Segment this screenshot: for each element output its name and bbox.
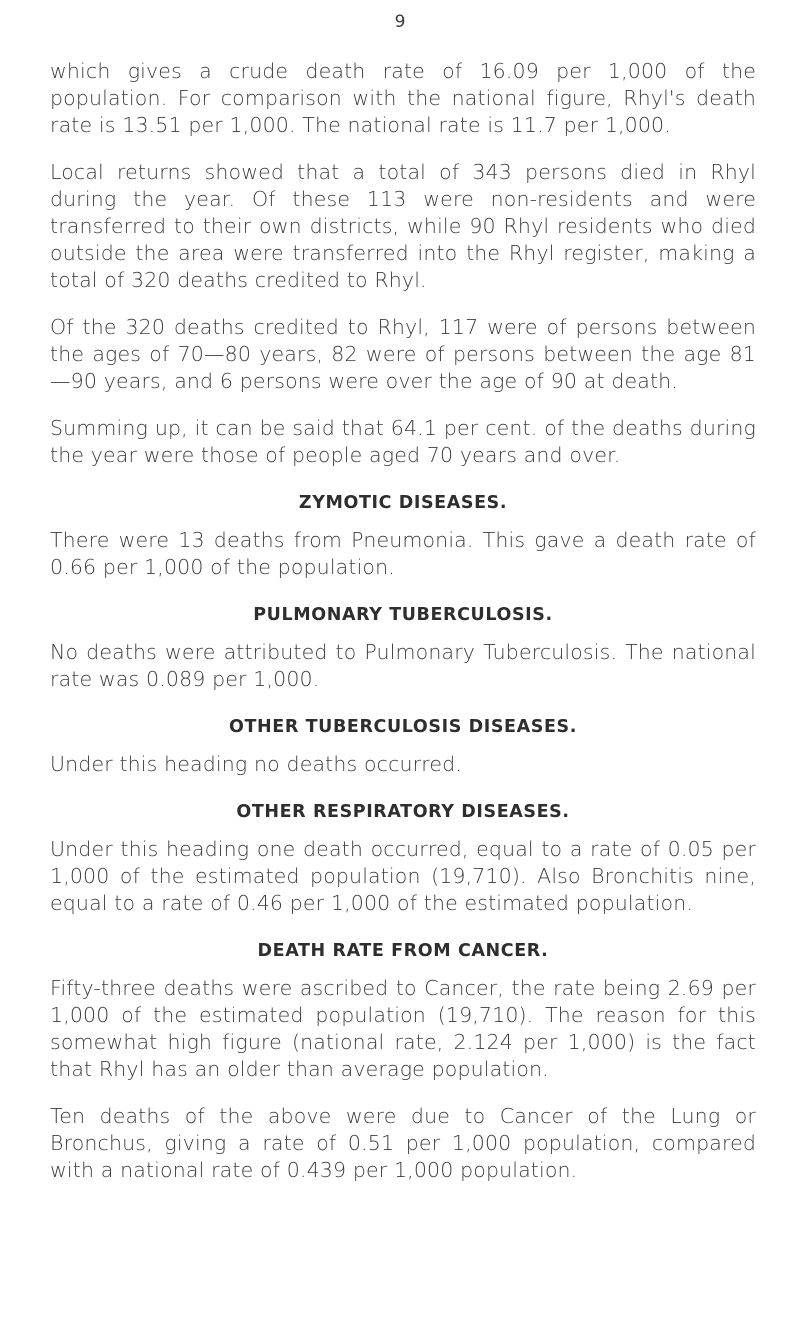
paragraph-death-rate: which gives a crude death rate of 16.09 per 1,000 of the population. For comparison with the national figure, Rhyl's death rate is 13.51 per 1,000. The national rate is 11.7 per 1,000. — [50, 59, 756, 137]
section-other-respiratory — [50, 802, 756, 917]
paragraph-cancer-rate: Fifty-three deaths were ascribed to Cancer, the rate being 2.69 per 1,000 of the estimated population (19,710). The reason for this somewhat high figure (national rate, 2.124 per 1,000) is the fact that Rhyl has an older than average population. — [50, 976, 756, 1081]
heading-zymotic-diseases: ZYMOTIC DISEASES. — [298, 493, 508, 513]
paragraph-pulmonary-tuberculosis: No deaths were attributed to Pulmonary Tuberculosis. The national rate was 0.089 per 1,000. — [50, 640, 756, 691]
paragraph-cancer-lung: Ten deaths of the above were due to Cancer of the Lung or Bronchus, giving a rate of 0.51 per 1,000 population, compared with a national rate of 0.439 per 1,000 population. — [50, 1104, 756, 1182]
section-pulmonary-tuberculosis — [50, 605, 756, 693]
heading-other-respiratory: OTHER RESPIRATORY DISEASES. — [236, 802, 570, 822]
paragraph-age-breakdown: Of the 320 deaths credited to Rhyl, 117 were of persons between the ages of 70—80 years, 82 were of persons between the age 81—90 years, and 6 persons were over the age of 90 at death. — [50, 315, 756, 393]
document-body — [50, 58, 756, 1184]
section-other-tuberculosis — [50, 717, 756, 778]
heading-other-tuberculosis: OTHER TUBERCULOSIS DISEASES. — [229, 717, 577, 737]
paragraph-local-returns: Local returns showed that a total of 343 persons died in Rhyl during the year. Of these 113 were non-residents and were transferred to their own districts, while 90 Rhyl residents who died outside the area were transferred into the Rhyl register, making a total of 320 deaths credited to Rhyl. — [50, 160, 756, 292]
paragraph-zymotic: There were 13 deaths from Pneumonia. This gave a death rate of 0.66 per 1,000 of the population. — [50, 528, 756, 579]
section-zymotic-diseases — [50, 493, 756, 581]
page-number: 9 — [394, 12, 406, 32]
section-cancer — [50, 941, 756, 1184]
paragraph-other-tuberculosis: Under this heading no deaths occurred. — [50, 752, 462, 776]
heading-pulmonary-tuberculosis: PULMONARY TUBERCULOSIS. — [253, 605, 553, 625]
paragraph-other-respiratory: Under this heading one death occurred, equal to a rate of 0.05 per 1,000 of the estimated population (19,710). Also Bronchitis nine, equal to a rate of 0.46 per 1,000 of the estimated population. — [50, 837, 756, 915]
heading-cancer: DEATH RATE FROM CANCER. — [257, 941, 549, 961]
paragraph-summary: Summing up, it can be said that 64.1 per cent. of the deaths during the year were those of people aged 70 years and over. — [50, 416, 756, 467]
